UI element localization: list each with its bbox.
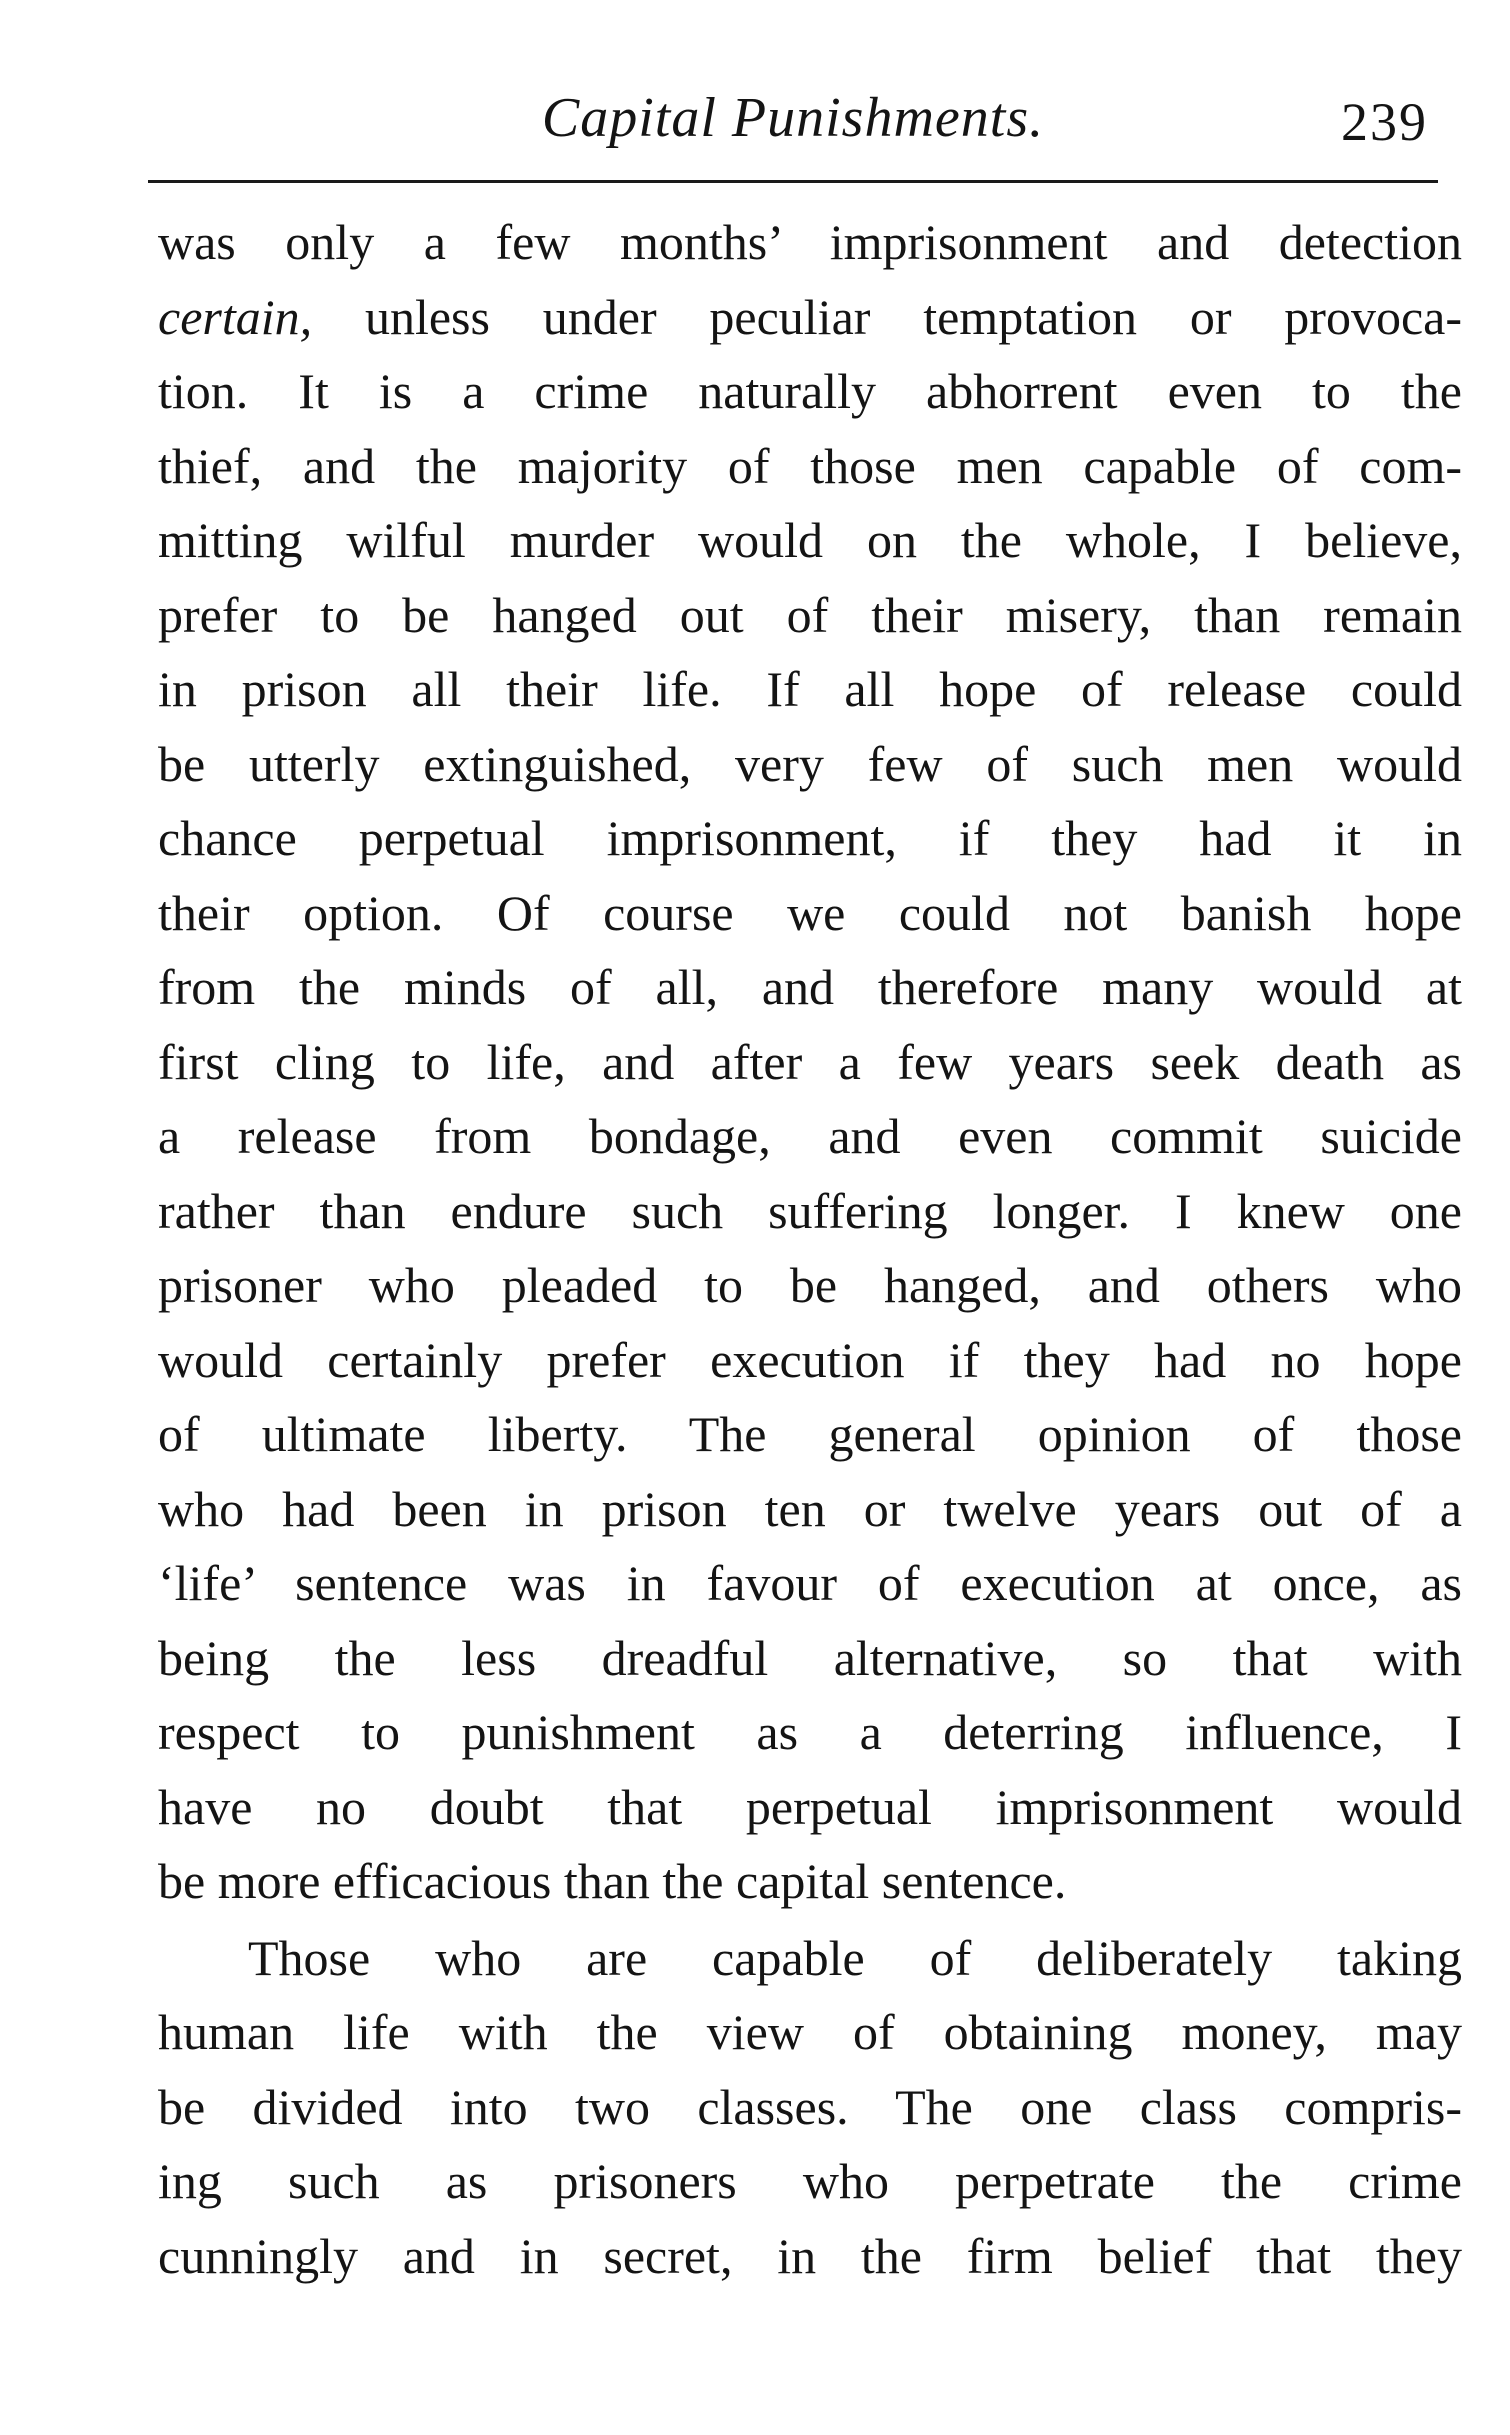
text-line: be divided into two classes. The one class compris- bbox=[158, 2078, 1462, 2135]
text-line: have no doubt that perpetual imprisonment would bbox=[158, 1778, 1462, 1835]
running-title: Capital Punishments. bbox=[541, 87, 1045, 149]
header-rule bbox=[148, 180, 1438, 183]
italic-word: certain, bbox=[158, 288, 313, 345]
text-line: ing such as prisoners who perpetrate the crime bbox=[158, 2153, 1462, 2209]
text-line: prefer to be hanged out of their misery, than remain bbox=[158, 586, 1462, 643]
text-line: cunningly and in secret, in the firm belief that they bbox=[158, 2227, 1462, 2284]
text-line bbox=[158, 280, 1462, 355]
text-line: be more efficacious than the capital sentence. bbox=[158, 1853, 1067, 1909]
text-line: respect to punishment as a deterring influence, I bbox=[158, 1704, 1462, 1760]
text-line: tion. It is a crime naturally abhorrent even to the bbox=[158, 363, 1462, 419]
text-line: mitting wilful murder would on the whole, I believe, bbox=[158, 512, 1462, 568]
page-header bbox=[148, 78, 1438, 158]
text-line-rest: unless under peculiar temptation or provoca- bbox=[364, 288, 1462, 345]
text-line: prisoner who pleaded to be hanged, and others who bbox=[158, 1257, 1462, 1313]
text-line: being the less dreadful alternative, so that with bbox=[158, 1629, 1462, 1686]
text-line: who had been in prison ten or twelve years out of a bbox=[158, 1480, 1462, 1537]
text-line: ‘life’ sentence was in favour of execution at once, as bbox=[158, 1555, 1462, 1611]
text-line: was only a few months’ imprisonment and detection bbox=[158, 214, 1462, 270]
text-line: of ultimate liberty. The general opinion of those bbox=[158, 1406, 1462, 1462]
text-line: rather than endure such suffering longer. I knew one bbox=[158, 1182, 1462, 1239]
text-line: chance perpetual imprisonment, if they had it in bbox=[158, 810, 1462, 866]
text-line: their option. Of course we could not banish hope bbox=[158, 884, 1462, 941]
text-line: a release from bondage, and even commit suicide bbox=[158, 1108, 1462, 1164]
body-text bbox=[158, 205, 1462, 2293]
text-line: in prison all their life. If all hope of release could bbox=[158, 661, 1462, 717]
page-number: 239 bbox=[1341, 92, 1428, 152]
text-line: thief, and the majority of those men capable of com- bbox=[158, 437, 1462, 494]
text-line: from the minds of all, and therefore many would at bbox=[158, 959, 1462, 1015]
text-line: human life with the view of obtaining money, may bbox=[158, 2004, 1462, 2060]
text-line: be utterly extinguished, very few of such men would bbox=[158, 735, 1462, 792]
text-line: would certainly prefer execution if they had no hope bbox=[158, 1331, 1462, 1388]
text-line: first cling to life, and after a few years seek death as bbox=[158, 1033, 1462, 1090]
text-line: Those who are capable of deliberately taking bbox=[248, 1929, 1462, 1986]
